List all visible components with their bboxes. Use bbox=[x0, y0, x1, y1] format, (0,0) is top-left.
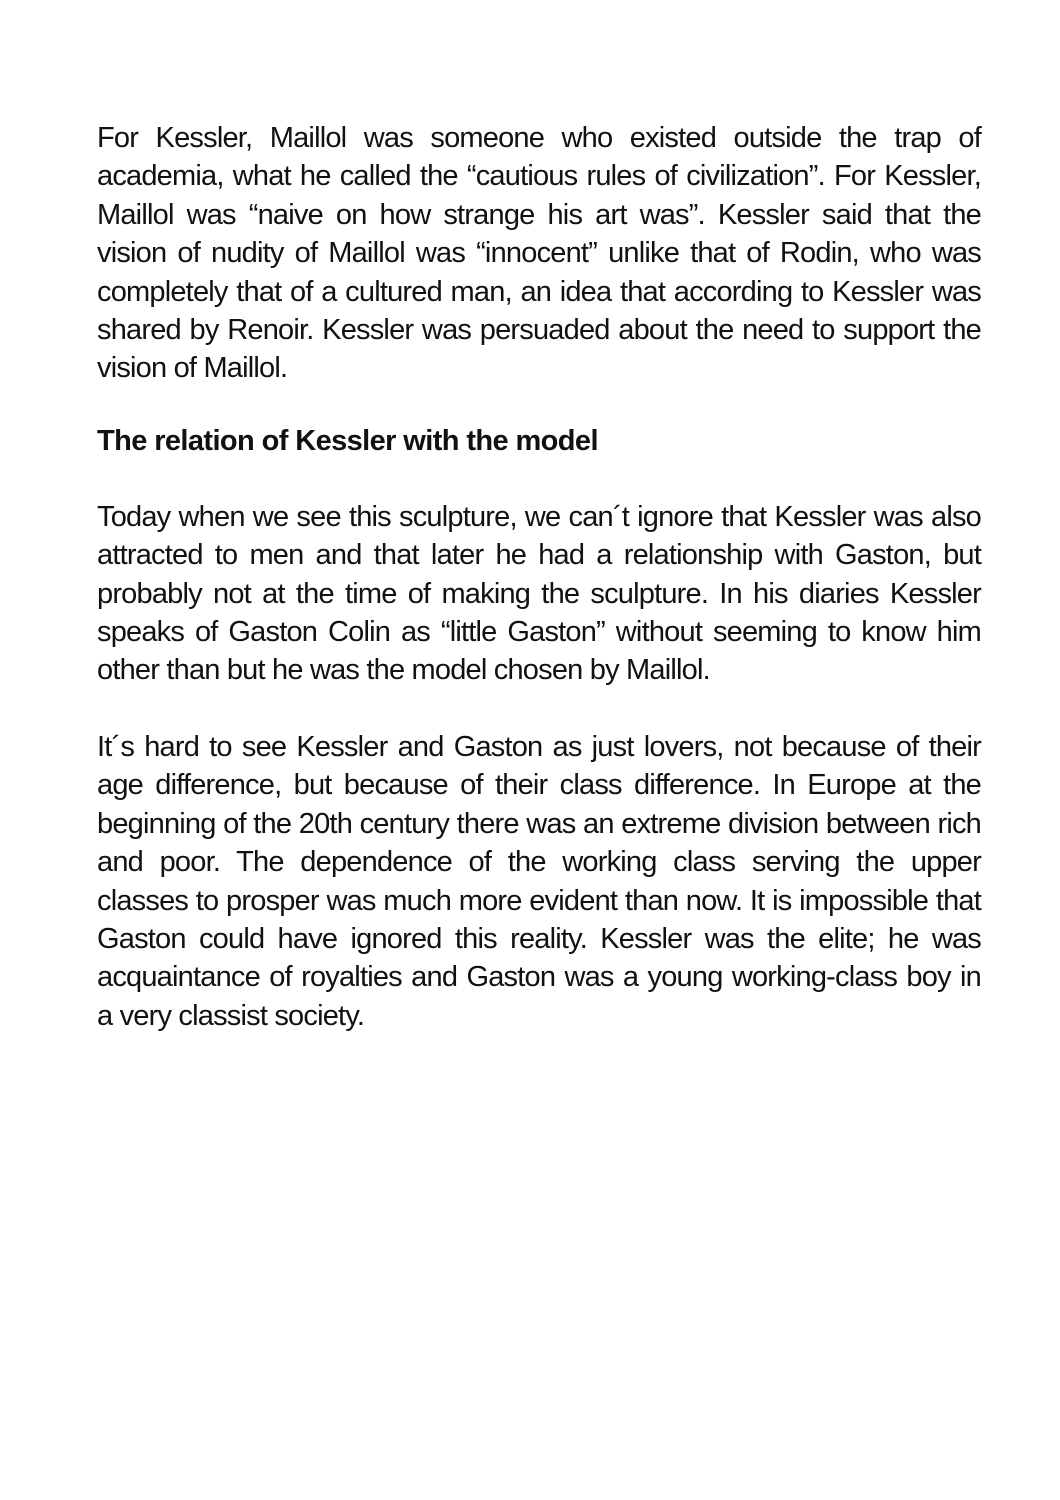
paragraph-kessler-on-maillol: For Kessler, Maillol was someone who existed outside the trap of academia, what he called the “cautious rules of civilization”. For Kessler, Maillol was “naive on how strange his art was”. Kessler said that the vision of nudity of Maillol was “innocent” unlike that of Rodin, who was completely that of a cultured man, an idea that according to Kessler was shared by Renoir. Kessler was persuaded about the need to support the vision of Maillol. bbox=[97, 122, 981, 385]
paragraph-kessler-and-gaston: Today when we see this sculpture, we can´t ignore that Kessler was also attracted to men and that later he had a relationship with Gaston, but probably not at the time of making the sculpture. In his diaries Kessler speaks of Gaston Colin as “little Gaston” without seeming to know him other than but he was the model chosen by Maillol. bbox=[97, 500, 981, 687]
section-heading: The relation of Kessler with the model bbox=[97, 424, 598, 457]
document-body bbox=[97, 119, 981, 1035]
paragraph-class-difference: It´s hard to see Kessler and Gaston as just lovers, not because of their age difference, but because of their class difference. In Europe at the beginning of the 20th century there was an extreme division between rich and poor. The dependence of the working class serving the upper classes to prosper was much more evident than now. It is impossible that Gaston could have ignored this reality. Kessler was the elite; he was acquaintance of royalties and Gaston was a young working-class boy in a very classist society. bbox=[97, 730, 981, 1032]
